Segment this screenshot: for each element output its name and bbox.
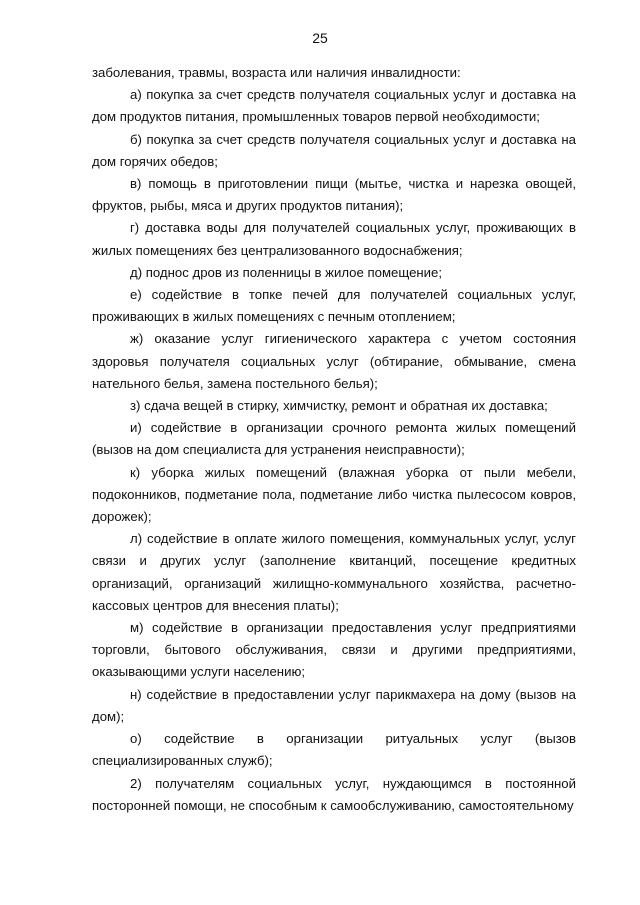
numbered-item-2: 2) получателям социальных услуг, нуждающимся в постоянной посторонней помощи, не способным к самообслуживанию, самостоятельному [92, 775, 576, 813]
list-item-d: д) поднос дров из поленницы в жилое помещение; [130, 264, 443, 280]
list-item-b: б) покупка за счет средств получателя социальных услуг и доставка на дом горячих обедов; [92, 131, 576, 169]
list-item-a: а) покупка за счет средств получателя социальных услуг и доставка на дом продуктов питания, промышленных товаров первой необходимости; [92, 87, 576, 125]
paragraph-continuation: заболевания, травмы, возраста или наличия инвалидности: [92, 65, 461, 80]
list-item-m: м) содействие в организации предоставления услуг предприятиями торговли, бытового обслуживания, связи и другими предприятиями, оказывающими услуги населению; [92, 620, 576, 680]
list-item-v: в) помощь в приготовлении пищи (мытье, чистка и нарезка овощей, фруктов, рыбы, мяса и других продуктов питания); [92, 176, 576, 214]
page-number: 25 [312, 30, 328, 46]
list-item-k: к) уборка жилых помещений (влажная уборка от пыли мебели, подоконников, подметание пола, подметание либо чистка пылесосом ковров, дорожек); [92, 464, 576, 525]
list-item-z: з) сдача вещей в стирку, химчистку, ремонт и обратная их доставка; [130, 398, 548, 414]
list-item-zh: ж) оказание услуг гигиенического характера с учетом состояния здоровья получателя социальных услуг (обтирание, обмывание, смена нательного белья, замена постельного белья); [92, 331, 576, 391]
document-body [92, 62, 576, 817]
list-item-n: н) содействие в предоставлении услуг парикмахера на дому (вызов на дом); [92, 686, 576, 724]
list-item-o: о) содействие в организации ритуальных услуг (вызов специализированных служб); [92, 731, 576, 769]
list-item-e: е) содействие в топке печей для получателей социальных услуг, проживающих в жилых помещениях с печным отоплением; [92, 287, 576, 325]
list-item-i: и) содействие в организации срочного ремонта жилых помещений (вызов на дом специалиста для устранения неисправности); [92, 420, 576, 458]
list-item-l: л) содействие в оплате жилого помещения, коммунальных услуг, услуг связи и других услуг (заполнение квитанций, посещение кредитных организаций, организаций жилищно-коммунального хозяйства, расчетно-кассовых центров для внесения платы); [92, 531, 576, 613]
list-item-g: г) доставка воды для получателей социальных услуг, проживающих в жилых помещениях без централизованного водоснабжения; [92, 220, 576, 258]
